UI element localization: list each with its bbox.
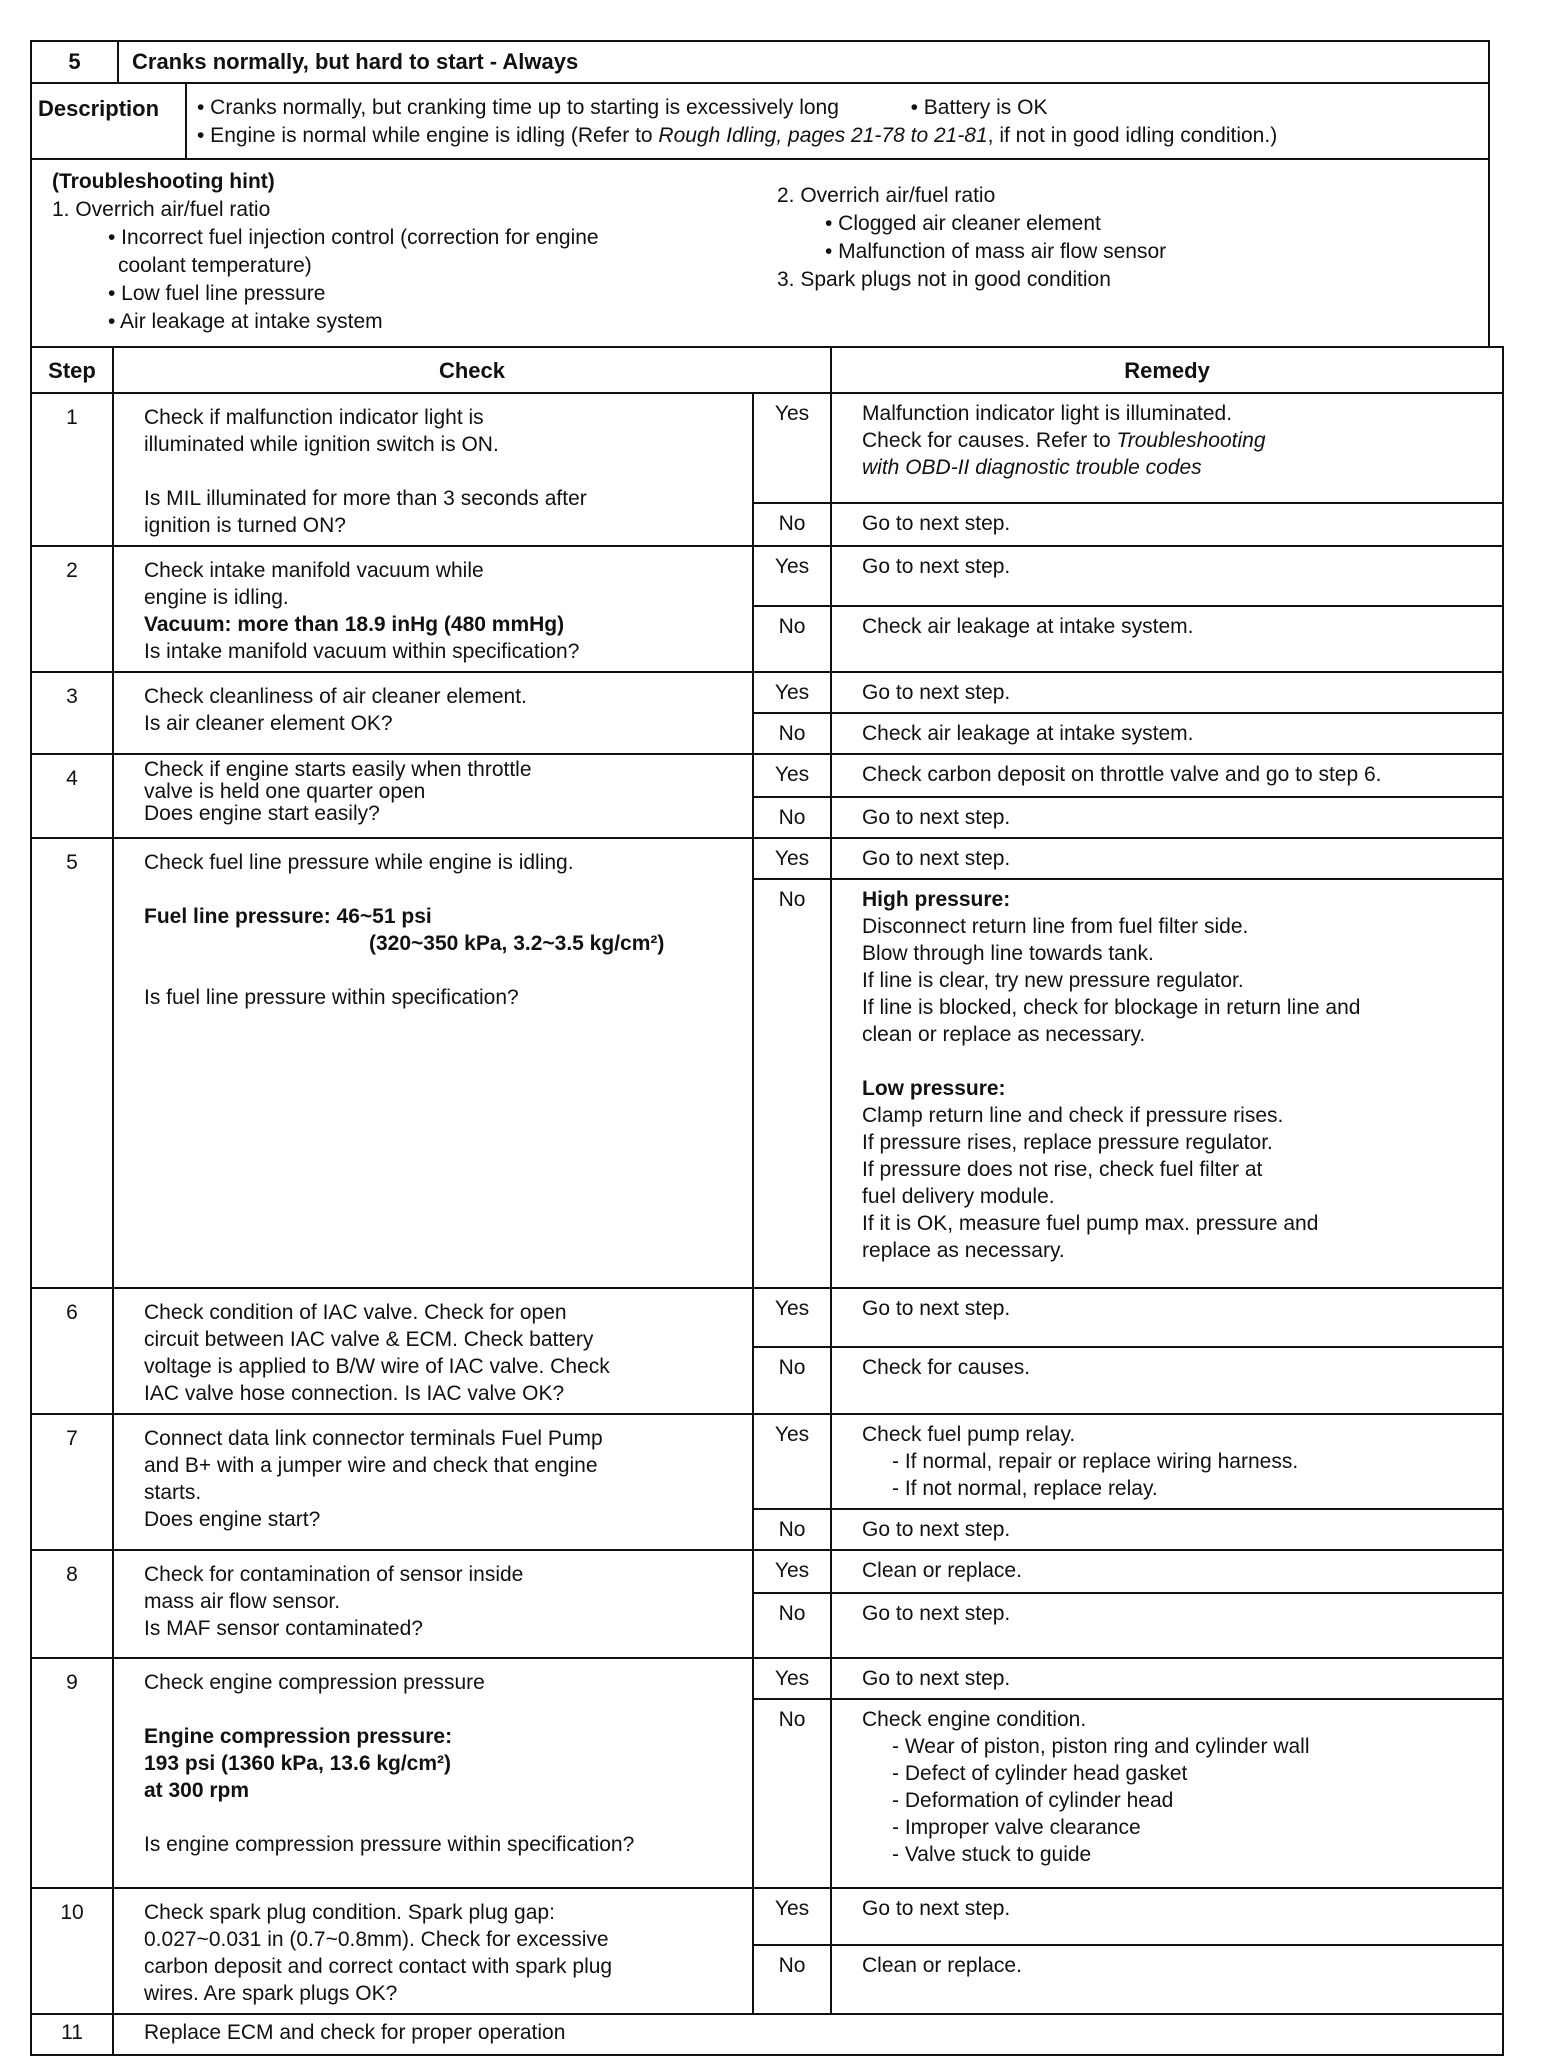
- hint-item: • Malfunction of mass air flow sensor: [825, 240, 1167, 263]
- step-number: 7: [31, 1414, 113, 1550]
- description-body: [197, 94, 1478, 150]
- remedy-no: Clean or replace.: [831, 1945, 1503, 2014]
- no-label: No: [753, 879, 831, 1288]
- no-label: No: [753, 1945, 831, 2014]
- troubleshooting-sheet: [30, 10, 1535, 2044]
- header-check: Check: [113, 347, 831, 393]
- symptom-title: Cranks normally, but hard to start - Always: [132, 49, 579, 74]
- yes-label: Yes: [753, 838, 831, 879]
- check-cell: Check spark plug condition. Spark plug gap: 0.027~0.031 in (0.7~0.8mm). Check for excessive carbon deposit and correct contact with spark plug wires. Are spark plugs OK?: [113, 1888, 753, 2014]
- table-row: [31, 754, 1503, 797]
- check-cell: Check engine compression pressure Engine compression pressure: 193 psi (1360 kPa, 13.6 kg/cm²) at 300 rpm Is engine compression pressure within specification?: [113, 1658, 753, 1888]
- hint-item: 1. Overrich air/fuel ratio: [52, 198, 271, 221]
- no-label: No: [753, 1347, 831, 1414]
- hint-item: 2. Overrich air/fuel ratio: [777, 184, 996, 207]
- remedy-yes: Go to next step.: [831, 1288, 1503, 1347]
- remedy-yes: Go to next step.: [831, 546, 1503, 606]
- remedy-yes: Check fuel pump relay. - If normal, repair or replace wiring harness. - If not normal, replace relay.: [831, 1414, 1503, 1509]
- step-number: 3: [31, 672, 113, 754]
- yes-label: Yes: [753, 1288, 831, 1347]
- description-label: Description: [32, 84, 187, 158]
- table-row: [31, 838, 1503, 879]
- hint-title: (Troubleshooting hint): [52, 170, 275, 193]
- remedy-yes: Clean or replace.: [831, 1550, 1503, 1593]
- hint-item: coolant temperature): [118, 254, 312, 277]
- hint-left-column: [52, 168, 772, 336]
- step-number: 11: [31, 2014, 113, 2055]
- step-number: 10: [31, 1888, 113, 2014]
- no-label: No: [753, 1593, 831, 1658]
- table-row: [31, 672, 1503, 713]
- remedy-no: Check for causes.: [831, 1347, 1503, 1414]
- step-number: 9: [31, 1658, 113, 1888]
- hint-item: • Clogged air cleaner element: [825, 212, 1101, 235]
- remedy-no: Go to next step.: [831, 1509, 1503, 1550]
- remedy-no: Check air leakage at intake system.: [831, 606, 1503, 672]
- check-cell: Check if engine starts easily when throttle valve is held one quarter open Does engine start easily?: [113, 754, 753, 838]
- remedy-yes: Go to next step.: [831, 672, 1503, 713]
- remedy-yes: Go to next step.: [831, 1658, 1503, 1699]
- step-number: 4: [31, 754, 113, 838]
- no-label: No: [753, 713, 831, 754]
- remedy-no: Check engine condition. - Wear of piston, piston ring and cylinder wall - Defect of cylinder head gasket - Deformation of cylinder head - Improper valve clearance - Valve stuck to guide: [831, 1699, 1503, 1888]
- no-label: No: [753, 1509, 831, 1550]
- symptom-header: [30, 40, 1490, 84]
- yes-label: Yes: [753, 754, 831, 797]
- table-row: [31, 546, 1503, 606]
- yes-label: Yes: [753, 672, 831, 713]
- remedy-no: Go to next step.: [831, 797, 1503, 838]
- remedy-no: Check air leakage at intake system.: [831, 713, 1503, 754]
- table-row: [31, 393, 1503, 503]
- description-row: [30, 82, 1490, 160]
- yes-label: Yes: [753, 1658, 831, 1699]
- check-cell: Connect data link connector terminals Fuel Pump and B+ with a jumper wire and check that engine starts. Does engine start?: [113, 1414, 753, 1550]
- yes-label: Yes: [753, 393, 831, 503]
- table-row: [31, 1414, 1503, 1509]
- remedy-no: High pressure: Disconnect return line from fuel filter side. Blow through line towards tank. If line is clear, try new pressure regulator. If line is blocked, check for blockage in return line and clean or replace as necessary. Low pressure: Clamp return line and check if pressure rises. If pressure rises, replace pressure regulator. If pressure does not rise, check fuel filter at fuel delivery module. If it is OK, measure fuel pump max. pressure and replace as necessary.: [831, 879, 1503, 1288]
- troubleshooting-table: [30, 346, 1504, 2056]
- no-label: No: [753, 1699, 831, 1888]
- table-row: [31, 1888, 1503, 1945]
- remedy-no: Go to next step.: [831, 1593, 1503, 1658]
- yes-label: Yes: [753, 1414, 831, 1509]
- check-cell: Check cleanliness of air cleaner element. Is air cleaner element OK?: [113, 672, 753, 754]
- table-row: [31, 1658, 1503, 1699]
- yes-label: Yes: [753, 1888, 831, 1945]
- remedy-yes: Go to next step.: [831, 838, 1503, 879]
- no-label: No: [753, 797, 831, 838]
- header-remedy: Remedy: [831, 347, 1503, 393]
- step-number: 5: [31, 838, 113, 1288]
- remedy-yes: Malfunction indicator light is illuminated. Check for causes. Refer to Troubleshooting with OBD-II diagnostic trouble codes: [831, 393, 1503, 503]
- yes-label: Yes: [753, 1550, 831, 1593]
- table-header: [31, 347, 1503, 393]
- hint-right-column: [777, 182, 1477, 294]
- no-label: No: [753, 503, 831, 546]
- symptom-number: 5: [32, 42, 119, 82]
- description-line-2: • Engine is normal while engine is idling (Refer to Rough Idling, pages 21-78 to 21-81, if not in good idling condition.): [197, 124, 1278, 147]
- step-number: 1: [31, 393, 113, 546]
- step-number: 2: [31, 546, 113, 672]
- step-number: 6: [31, 1288, 113, 1414]
- step-number: 8: [31, 1550, 113, 1658]
- check-cell: Check for contamination of sensor inside mass air flow sensor. Is MAF sensor contaminated?: [113, 1550, 753, 1658]
- table-row: [31, 1550, 1503, 1593]
- remedy-yes: Go to next step.: [831, 1888, 1503, 1945]
- table-row: [31, 1288, 1503, 1347]
- check-cell: Check fuel line pressure while engine is idling. Fuel line pressure: 46~51 psi (320~350 kPa, 3.2~3.5 kg/cm²) Is fuel line pressure within specification?: [113, 838, 753, 1288]
- description-line-1: • Cranks normally, but cranking time up to starting is excessively long • Battery is OK: [197, 96, 1048, 119]
- remedy-no: Go to next step.: [831, 503, 1503, 546]
- check-cell: Replace ECM and check for proper operation: [113, 2014, 1503, 2055]
- rough-idling-reference: Rough Idling, pages 21-78 to 21-81: [658, 124, 988, 147]
- hint-item: • Air leakage at intake system: [108, 310, 383, 333]
- troubleshooting-hint: [30, 158, 1490, 348]
- check-cell: Check if malfunction indicator light is illuminated while ignition switch is ON. Is MIL illuminated for more than 3 seconds after ignition is turned ON?: [113, 393, 753, 546]
- table-row: [31, 2014, 1503, 2055]
- hint-item: • Incorrect fuel injection control (correction for engine: [108, 226, 599, 249]
- header-step: Step: [31, 347, 113, 393]
- check-cell: Check intake manifold vacuum while engine is idling. Vacuum: more than 18.9 inHg (480 mmHg) Is intake manifold vacuum within specification?: [113, 546, 753, 672]
- no-label: No: [753, 606, 831, 672]
- yes-label: Yes: [753, 546, 831, 606]
- hint-item: 3. Spark plugs not in good condition: [777, 268, 1111, 291]
- remedy-yes: Check carbon deposit on throttle valve and go to step 6.: [831, 754, 1503, 797]
- hint-item: • Low fuel line pressure: [108, 282, 326, 305]
- check-cell: Check condition of IAC valve. Check for open circuit between IAC valve & ECM. Check battery voltage is applied to B/W wire of IAC valve. Check IAC valve hose connection. Is IAC valve OK?: [113, 1288, 753, 1414]
